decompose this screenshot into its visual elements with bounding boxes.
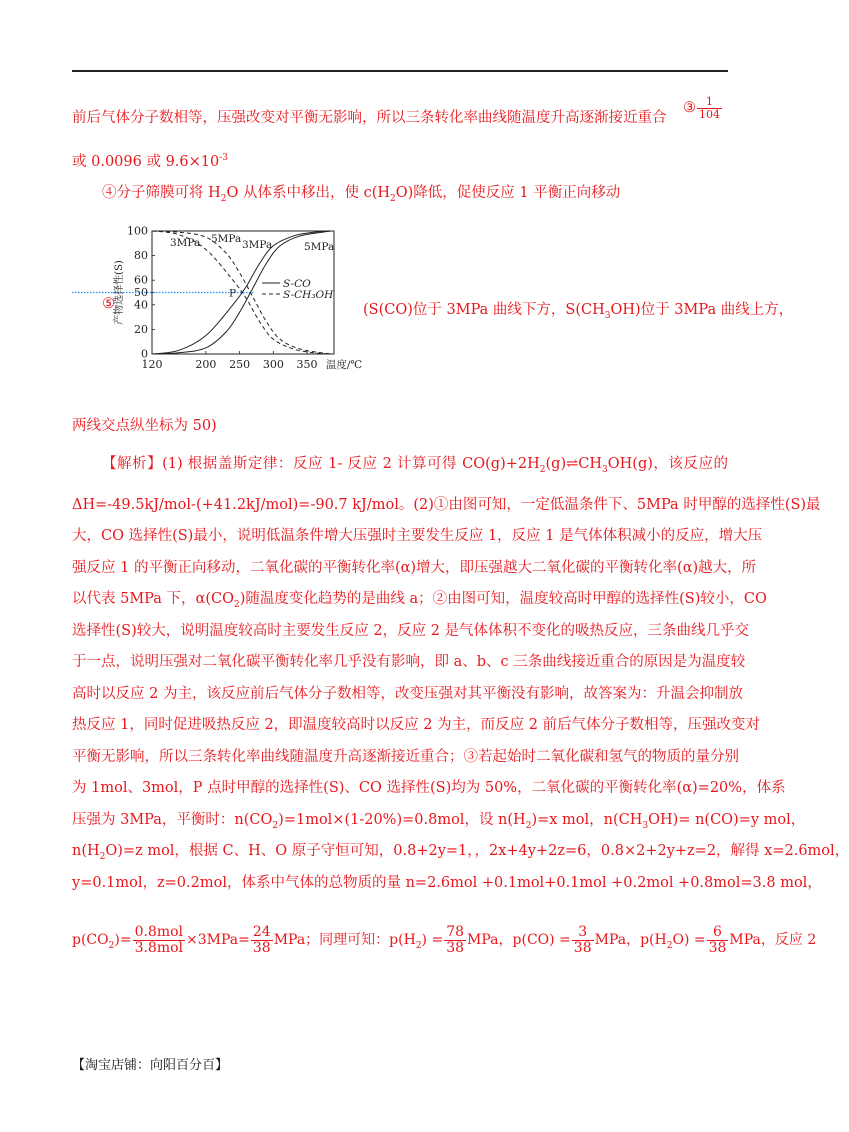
fraction-78-38: $\frac{78}{38}$ <box>446 924 465 956</box>
y-tick-label: 50 <box>134 286 148 299</box>
y-tick-label: 100 <box>127 224 148 238</box>
item-5-marker: ⑤ <box>102 296 115 312</box>
y-tick-label: 0 <box>141 347 148 361</box>
legend-s-ch3oh: S-CH₃OH <box>283 289 334 301</box>
legend-s-co: S-CO <box>283 278 311 290</box>
analysis-line-5: 以代表 5MPa 下，$\alpha(CO_2)$随温度变化趋势的是曲线 a；②由图可知，温度较高时甲醇的选择性(S)较小，CO <box>72 591 767 610</box>
text-line-1: 前后气体分子数相等，压强改变对平衡无影响，所以三条转化率曲线随温度升高逐渐接近重合 <box>72 110 667 126</box>
analysis-line-14: y=0.1mol，z=0.2mol，体系中气体的总物质的量 n=2.6mol +0.1mol+0.1mol +0.2mol +0.8mol=3.8 mol， <box>72 874 822 891</box>
header-rule <box>72 70 728 72</box>
fraction-3-38: $\frac{3}{38}$ <box>573 924 592 956</box>
analysis-line-7: 于一点，说明压强对二氧化碳平衡转化率几乎没有影响，即 a、b、c 三条曲线接近重合的原因是为温度较 <box>72 654 746 670</box>
formula-line: $p(CO_2)=$ $\frac{\text{0.8mol}}{\text{3.8mol}}$ ×3MPa= $\frac{24}{38}$ MPa；同理可知：$p(H_2)$ = $\frac{78}{38}$ MPa，p(CO) = $\frac{3}{38}$ MPa，$p(H_2O)$ = $\frac{6}{38}$ MPa，反应 2 <box>72 924 817 956</box>
x-tick-label: 250 <box>229 358 251 371</box>
curve-label: 3MPa <box>242 239 273 251</box>
curve-label: 5MPa <box>211 233 242 245</box>
analysis-line-8: 高时以反应 2 为主，该反应前后气体分子数相等，改变压强对其平衡没有影响，故答案为：升温会抑制放 <box>72 685 743 702</box>
x-tick-label: 200 <box>195 358 217 371</box>
x-tick-label: 300 <box>262 358 284 371</box>
analysis-line-1: 【解析】(1) 根据盖斯定律：反应 1- 反应 2 计算可得 $CO(g)+2H_2(g)\rightleftharpoons CH_3OH(g)$，该反应的 <box>102 456 729 475</box>
x-tick-label: 350 <box>296 358 318 371</box>
analysis-line-9: 热反应 1，同时促进吸热反应 2，即温度较高时以反应 2 为主，而反应 2 前后气体分子数相等，压强改变对 <box>72 717 761 733</box>
item-5-text: (S(CO)位于 3MPa 曲线下方，$S(CH_3OH)$位于 3MPa 曲线上方， <box>363 302 794 321</box>
selectivity-chart <box>112 220 368 380</box>
analysis-line-12: 压强为 3MPa，平衡时：$n(CO_2)=1mol\times(1-20\%)=0.8mol$，设 $n(H_2)=x$ mol，$n(CH_3OH)= n(CO)=y$ mol， <box>72 811 806 831</box>
y-tick-label: 20 <box>134 322 148 336</box>
analysis-line-2: ΔH=-49.5kJ/mol-(+41.2kJ/mol)=-90.7 kJ/mol。(2)①由图可知，一定低温条件下、5MPa 时甲醇的选择性(S)最 <box>72 496 821 513</box>
analysis-line-11: 为 1mol、3mol，P 点时甲醇的选择性(S)、CO 选择性(S)均为 50%，二氧化碳的平衡转化率(α)=20%，体系 <box>72 780 786 796</box>
analysis-line-4: 强反应 1 的平衡正向移动，二氧化碳的平衡转化率(α)增大，即压强越大二氧化碳的平衡转化率(α)越大，所 <box>72 559 757 576</box>
fraction-6-38: $\frac{6}{38}$ <box>708 924 727 956</box>
answer-3: ③ $\frac{1}{104}$ <box>683 95 720 121</box>
text-line-3: ④分子筛膜可将 $H_2O$ 从体系中移出，使 $c(H_2O)$降低，促使反应 1 平衡正向移动 <box>102 185 621 204</box>
analysis-line-3: 大，CO 选择性(S)最小，说明低温条件增大压强时主要发生反应 1，反应 1 是气体体积减小的反应，增大压 <box>72 528 763 544</box>
x-tick-label: 120 <box>141 358 163 371</box>
x-axis-label: 温度/℃ <box>325 359 363 371</box>
text-line-2: 或 0.0096 或 $9.6\times 10^{-3}$ <box>72 153 229 170</box>
analysis-line-13: $n(H_2O)=z$ mol，根据 C、H、O 原子守恒可知，0.8+2y=1，，2x+4y+2z=6，0.8×2+2y+z=2，解得 x=2.6mol， <box>72 843 849 862</box>
analysis-paragraph <box>72 449 849 899</box>
y-tick-label: 80 <box>134 249 148 263</box>
footer-shop: 【淘宝店铺：向阳百分百】 <box>72 1058 229 1073</box>
chart-labels <box>112 233 362 371</box>
y-axis-label: 产物选择性(S) <box>114 260 125 325</box>
fraction-24-38: $\frac{24}{38}$ <box>252 924 271 956</box>
curve-label: 5MPa <box>304 241 335 253</box>
curve-label: 3MPa <box>170 237 201 249</box>
y-tick-label: 40 <box>134 298 148 312</box>
y-tick-label: 60 <box>134 273 148 287</box>
analysis-line-6: 选择性(S)较大，说明温度较高时主要发生反应 2，反应 2 是气体体积不变化的吸热反应，三条曲线几乎交 <box>72 622 750 639</box>
fraction-1-104: $\frac{1}{104}$ <box>699 95 720 121</box>
item-5-text-2: 两线交点纵坐标为 50) <box>72 418 217 434</box>
point-p-label: P <box>229 287 237 300</box>
analysis-line-10: 平衡无影响，所以三条转化率曲线随温度升高逐渐接近重合；③若起始时二氧化碳和氢气的物质的量分别 <box>72 748 739 765</box>
fraction-mol: $\frac{\text{0.8mol}}{\text{3.8mol}}$ <box>134 924 184 956</box>
